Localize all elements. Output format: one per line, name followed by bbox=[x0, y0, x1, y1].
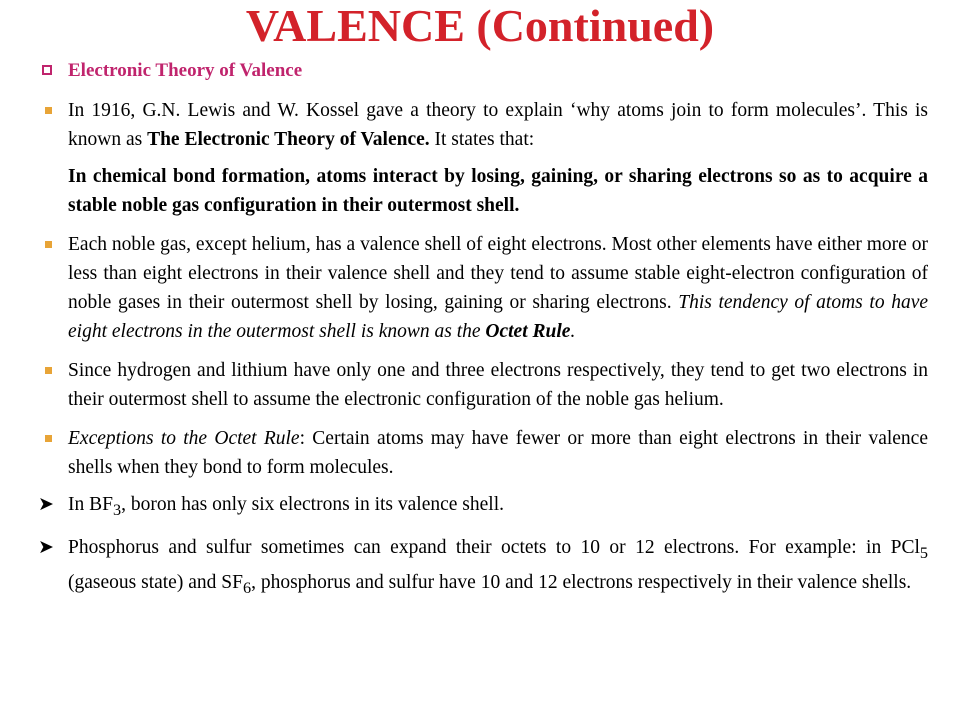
bullet3-text: Since hydrogen and lithium have only one and three electrons respectively, they tend to get two electrons in their outermost shell to assume the electronic configuration of the noble gas helium. bbox=[68, 360, 928, 410]
square-bullet-icon bbox=[45, 241, 52, 248]
square-bullet-icon bbox=[45, 435, 52, 442]
bullet-exceptions bbox=[34, 424, 928, 482]
subheading-row bbox=[34, 58, 928, 84]
arrow-item-expanded-octet bbox=[34, 533, 928, 603]
square-bullet-icon bbox=[45, 107, 52, 114]
slide-body bbox=[34, 58, 928, 603]
arrow-bullet-icon: ➤ bbox=[38, 536, 54, 558]
bullet1-text-b: It states that: bbox=[429, 129, 535, 150]
arrow-item-bf3 bbox=[34, 490, 928, 525]
slide-title: VALENCE (Continued) bbox=[245, 0, 715, 51]
bullet-noble-gas bbox=[34, 230, 928, 346]
arrow1-a: In BF bbox=[68, 494, 113, 515]
bullet2-italic: This tendency of atoms to have eight electrons in the outermost shell is known as the bbox=[68, 292, 929, 342]
bullet-hydrogen-lithium bbox=[34, 356, 928, 414]
bullet4-italic: Exceptions to the Octet Rule bbox=[68, 428, 300, 449]
theory-statement bbox=[34, 162, 928, 220]
arrow2-sub1: 5 bbox=[919, 543, 928, 562]
square-bullet-icon bbox=[45, 367, 52, 374]
bullet1-text-a: In 1916, G.N. Lewis and W. Kossel gave a theory to explain ‘why atoms join to form molecules’. This is known as bbox=[68, 100, 928, 150]
bullet1-bold: The Electronic Theory of Valence. bbox=[147, 129, 430, 150]
subheading: Electronic Theory of Valence bbox=[68, 60, 303, 81]
bullet2-end: . bbox=[570, 321, 576, 342]
open-square-bullet-icon bbox=[42, 65, 52, 75]
bullet4-text: : Certain atoms may have fewer or more than eight electrons in their valence shells when they bond to form molecules. bbox=[68, 428, 928, 478]
arrow2-a: Phosphorus and sulfur sometimes can expand their octets to 10 or 12 electrons. For example: in PCl bbox=[68, 536, 920, 558]
bullet2-octet-rule: Octet Rule bbox=[485, 321, 571, 342]
statement-text: In chemical bond formation, atoms interact by losing, gaining, or sharing electrons so as to acquire a stable noble gas configuration in their outermost shell. bbox=[68, 166, 928, 216]
arrow2-c: , phosphorus and sulfur have 10 and 12 electrons respectively in their valence shells. bbox=[251, 571, 912, 593]
arrow2-sub2: 6 bbox=[242, 578, 252, 597]
arrow1-sub: 3 bbox=[112, 500, 122, 519]
arrow2-b: (gaseous state) and SF bbox=[68, 571, 243, 593]
arrow1-b: , boron has only six electrons in its valence shell. bbox=[121, 494, 504, 515]
bullet-lewis-kossel bbox=[34, 96, 928, 154]
arrow-bullet-icon: ➤ bbox=[38, 494, 54, 515]
bullet2-text-a: Each noble gas, except helium, has a valence shell of eight electrons. Most other elements have either more or less than eight electrons in their valence shell and they tend to assume stable eight-electron configuration of noble gases in their outermost shell by losing, gaining or sharing electrons. bbox=[68, 234, 928, 313]
